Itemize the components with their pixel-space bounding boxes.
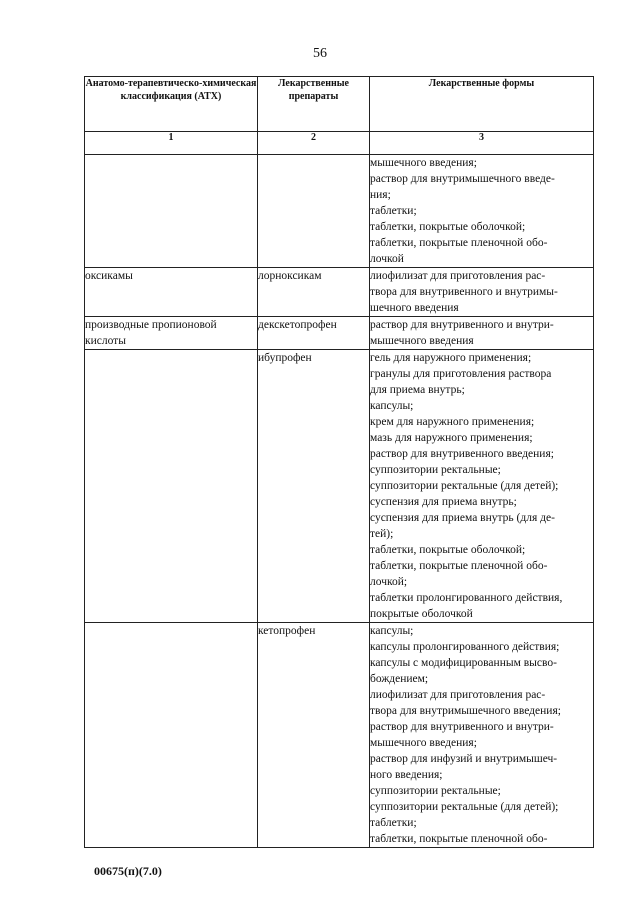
form-line: бождением;: [370, 673, 429, 685]
form-line: твора для внутривенного и внутримы-: [370, 286, 558, 298]
atc-cell: производные пропионовой кислоты: [85, 317, 258, 350]
form-line: лиофилизат для приготовления рас-: [370, 270, 546, 282]
table-row: [85, 350, 594, 623]
form-line: лочкой: [370, 253, 404, 265]
form-line: таблетки;: [370, 205, 417, 217]
form-line: гель для наружного применения;: [370, 352, 532, 364]
forms-cell: [370, 623, 594, 848]
table-header-row: [85, 77, 594, 132]
form-line: капсулы пролонгированного действия;: [370, 641, 560, 653]
form-line: суппозитории ректальные;: [370, 785, 501, 797]
form-line: раствор для инфузий и внутримышеч-: [370, 753, 558, 765]
form-line: раствор для внутривенного и внутри-: [370, 721, 554, 733]
form-line: суппозитории ректальные;: [370, 464, 501, 476]
header-atc: Анатомо-терапевтическо-химическая классификация (АТХ): [85, 77, 258, 132]
form-line: таблетки пролонгированного действия,: [370, 592, 563, 604]
form-line: капсулы;: [370, 625, 414, 637]
form-line: мышечного введения;: [370, 737, 477, 749]
document-code: 00675(п)(7.0): [94, 864, 162, 878]
form-line: раствор для внутривенного и внутри-: [370, 319, 554, 331]
forms-cell: [370, 317, 594, 350]
atc-cell: [85, 155, 258, 268]
drug-cell: декскетопрофен: [258, 317, 370, 350]
drug-cell: кетопрофен: [258, 623, 370, 848]
drug-cell: [258, 155, 370, 268]
form-line: гранулы для приготовления раствора: [370, 368, 552, 380]
form-line: ного введения;: [370, 769, 443, 781]
column-number: 3: [370, 132, 594, 155]
form-line: суспензия для приема внутрь (для де-: [370, 512, 555, 524]
form-line: таблетки;: [370, 817, 417, 829]
form-line: мазь для наружного применения;: [370, 432, 533, 444]
form-line: крем для наружного применения;: [370, 416, 535, 428]
form-line: лиофилизат для приготовления рас-: [370, 689, 546, 701]
column-number-row: [85, 132, 594, 155]
forms-cell: [370, 268, 594, 317]
form-line: раствор для внутримышечного введе-: [370, 173, 555, 185]
table-row: [85, 623, 594, 848]
form-line: таблетки, покрытые пленочной обо-: [370, 833, 548, 845]
drug-cell: лорноксикам: [258, 268, 370, 317]
forms-cell: [370, 350, 594, 623]
page-number: 56: [313, 46, 327, 61]
drug-cell: ибупрофен: [258, 350, 370, 623]
form-line: раствор для внутривенного введения;: [370, 448, 554, 460]
form-line: таблетки, покрытые оболочкой;: [370, 221, 526, 233]
form-line: таблетки, покрытые пленочной обо-: [370, 560, 548, 572]
form-line: суппозитории ректальные (для детей);: [370, 480, 559, 492]
table-row: [85, 268, 594, 317]
atc-cell: [85, 623, 258, 848]
form-line: мышечного введения: [370, 335, 474, 347]
form-line: тей);: [370, 528, 394, 540]
header-forms: Лекарственные формы: [370, 77, 594, 132]
forms-cell: [370, 155, 594, 268]
form-line: таблетки, покрытые пленочной обо-: [370, 237, 548, 249]
table-row: [85, 317, 594, 350]
form-line: капсулы;: [370, 400, 414, 412]
form-line: покрытые оболочкой: [370, 608, 473, 620]
form-line: таблетки, покрытые оболочкой;: [370, 544, 526, 556]
column-number: 1: [85, 132, 258, 155]
form-line: лочкой;: [370, 576, 408, 588]
atc-cell: [85, 350, 258, 623]
table-row: [85, 155, 594, 268]
form-line: мышечного введения;: [370, 157, 477, 169]
form-line: для приема внутрь;: [370, 384, 465, 396]
form-line: капсулы с модифицированным высво-: [370, 657, 557, 669]
form-line: твора для внутримышечного введения;: [370, 705, 561, 717]
drug-table: [84, 76, 594, 848]
column-number: 2: [258, 132, 370, 155]
form-line: шечного введения: [370, 302, 459, 314]
atc-cell: оксикамы: [85, 268, 258, 317]
header-drugs: Лекарственные препараты: [258, 77, 370, 132]
form-line: суспензия для приема внутрь;: [370, 496, 517, 508]
form-line: ния;: [370, 189, 391, 201]
form-line: суппозитории ректальные (для детей);: [370, 801, 559, 813]
table-body: [85, 155, 594, 848]
